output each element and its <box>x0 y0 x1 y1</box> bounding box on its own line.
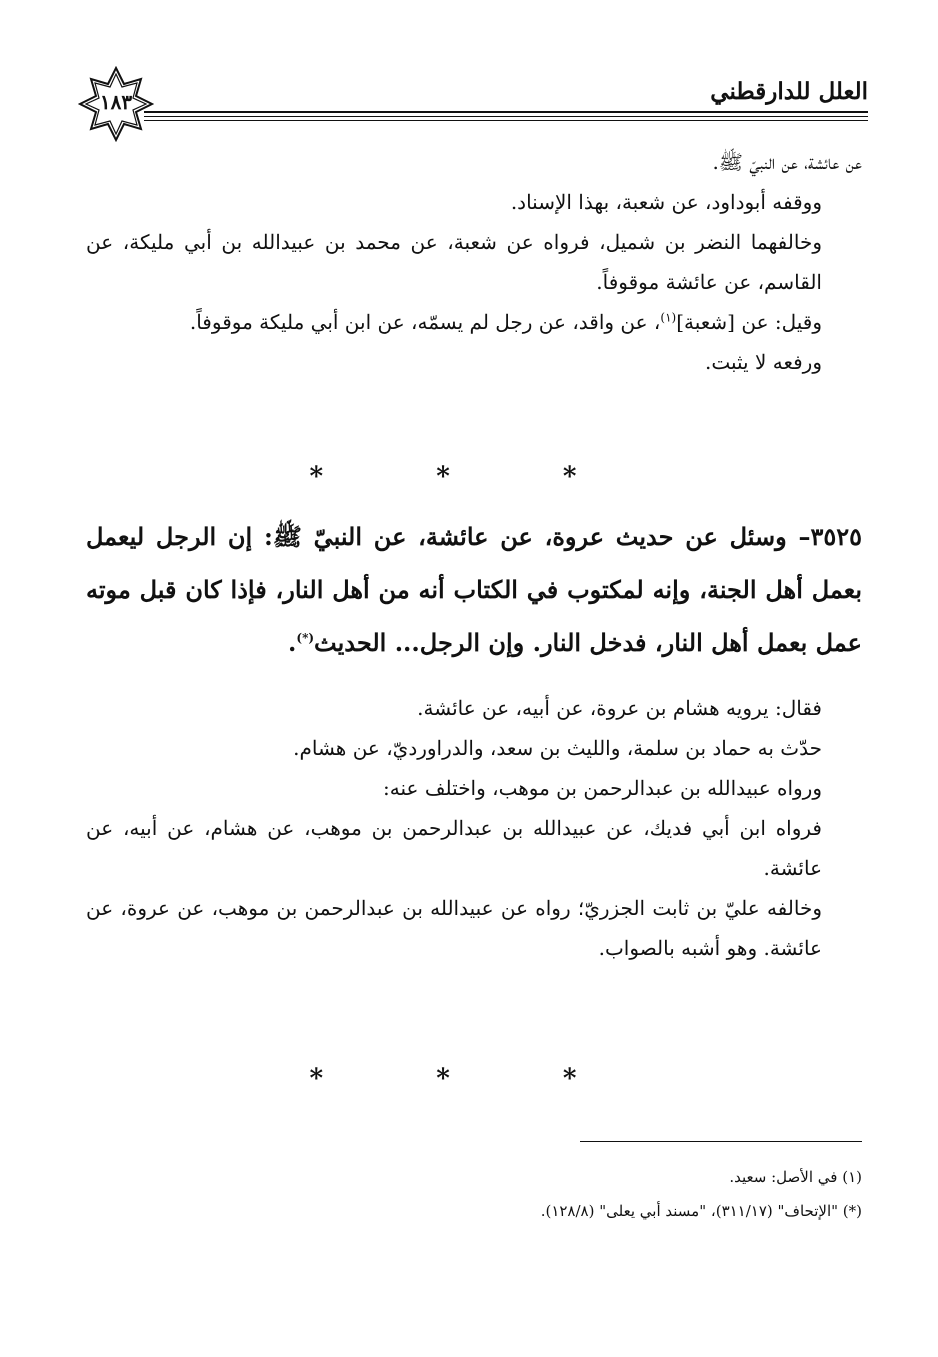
text-run: ، عن واقد، عن رجل لم يسمّه، عن ابن أبي مليكة موقوفاً. <box>189 310 661 334</box>
paragraph: وخالفهما النضر بن شميل، فرواه عن شعبة، عن محمد بن عبيدالله بن أبي مليكة، عن القاسم، عن عائشة موقوفاً. <box>86 230 822 294</box>
paragraph <box>86 302 862 342</box>
paragraph: ورواه عبيدالله بن عبدالرحمن بن موهب، واختلف عنه: <box>383 776 822 800</box>
footnotes <box>200 1160 862 1228</box>
paragraph: فرواه ابن أبي فديك، عن عبيدالله بن عبدالرحمن بن موهب، عن هشام، عن أبيه، عن عائشة. <box>86 816 822 880</box>
footnote: (١) في الأصل: سعيد. <box>729 1168 862 1186</box>
entry-end: . <box>288 628 297 657</box>
footnote-rule <box>580 1141 862 1142</box>
paragraph: فقال: يرويه هشام بن عروة، عن أبيه، عن عائشة. <box>417 696 822 720</box>
header-rule <box>144 120 868 121</box>
header-rule <box>144 116 868 117</box>
entry-heading <box>86 510 862 669</box>
page-number: ١٨٣ <box>99 90 133 114</box>
section-one <box>86 142 862 382</box>
page-header <box>78 62 868 132</box>
text-run: وقيل: عن [شعبة] <box>676 310 822 334</box>
page-number-badge <box>78 66 154 142</box>
paragraph: حدّث به حماد بن سلمة، والليث بن سعد، والدراورديّ، عن هشام. <box>293 736 822 760</box>
section-divider: * * * <box>309 462 629 492</box>
section-divider: * * * <box>309 1064 629 1094</box>
entry-number: ٣٥٢٥– <box>798 522 862 551</box>
footnote-ref: (١) <box>660 310 677 325</box>
footnote-ref: (*) <box>296 631 315 645</box>
paragraph: وخالفه عليّ بن ثابت الجزريّ؛ رواه عن عبيدالله بن عبدالرحمن بن موهب، عن عروة، عن عائشة. وهو أشبه بالصواب. <box>86 896 822 960</box>
paragraph: ورفعه لا يثبت. <box>704 350 822 374</box>
header-rule <box>144 111 868 113</box>
entry-text: وسئل عن حديث عروة، عن عائشة، عن النبيّ ﷺ: إن الرجل ليعمل بعمل أهل الجنة، وإنه لمكتوب في الكتاب أنه من أهل النار، فإذا كان قبل موته عمل بعمل أهل النار، فدخل النار. وإن الرجل... الحديث <box>86 522 862 657</box>
footnote: (*) "الإتحاف" (٣١١/١٧)، "مسند أبي يعلى" (١٢٨/٨). <box>540 1202 862 1220</box>
paragraph: ووقفه أبوداود، عن شعبة، بهذا الإسناد. <box>510 190 822 214</box>
paragraph: عن عائشة، عن النبيّ ﷺ. <box>712 150 862 174</box>
running-title: العلل للدارقطني <box>710 78 868 105</box>
section-two <box>86 688 862 968</box>
